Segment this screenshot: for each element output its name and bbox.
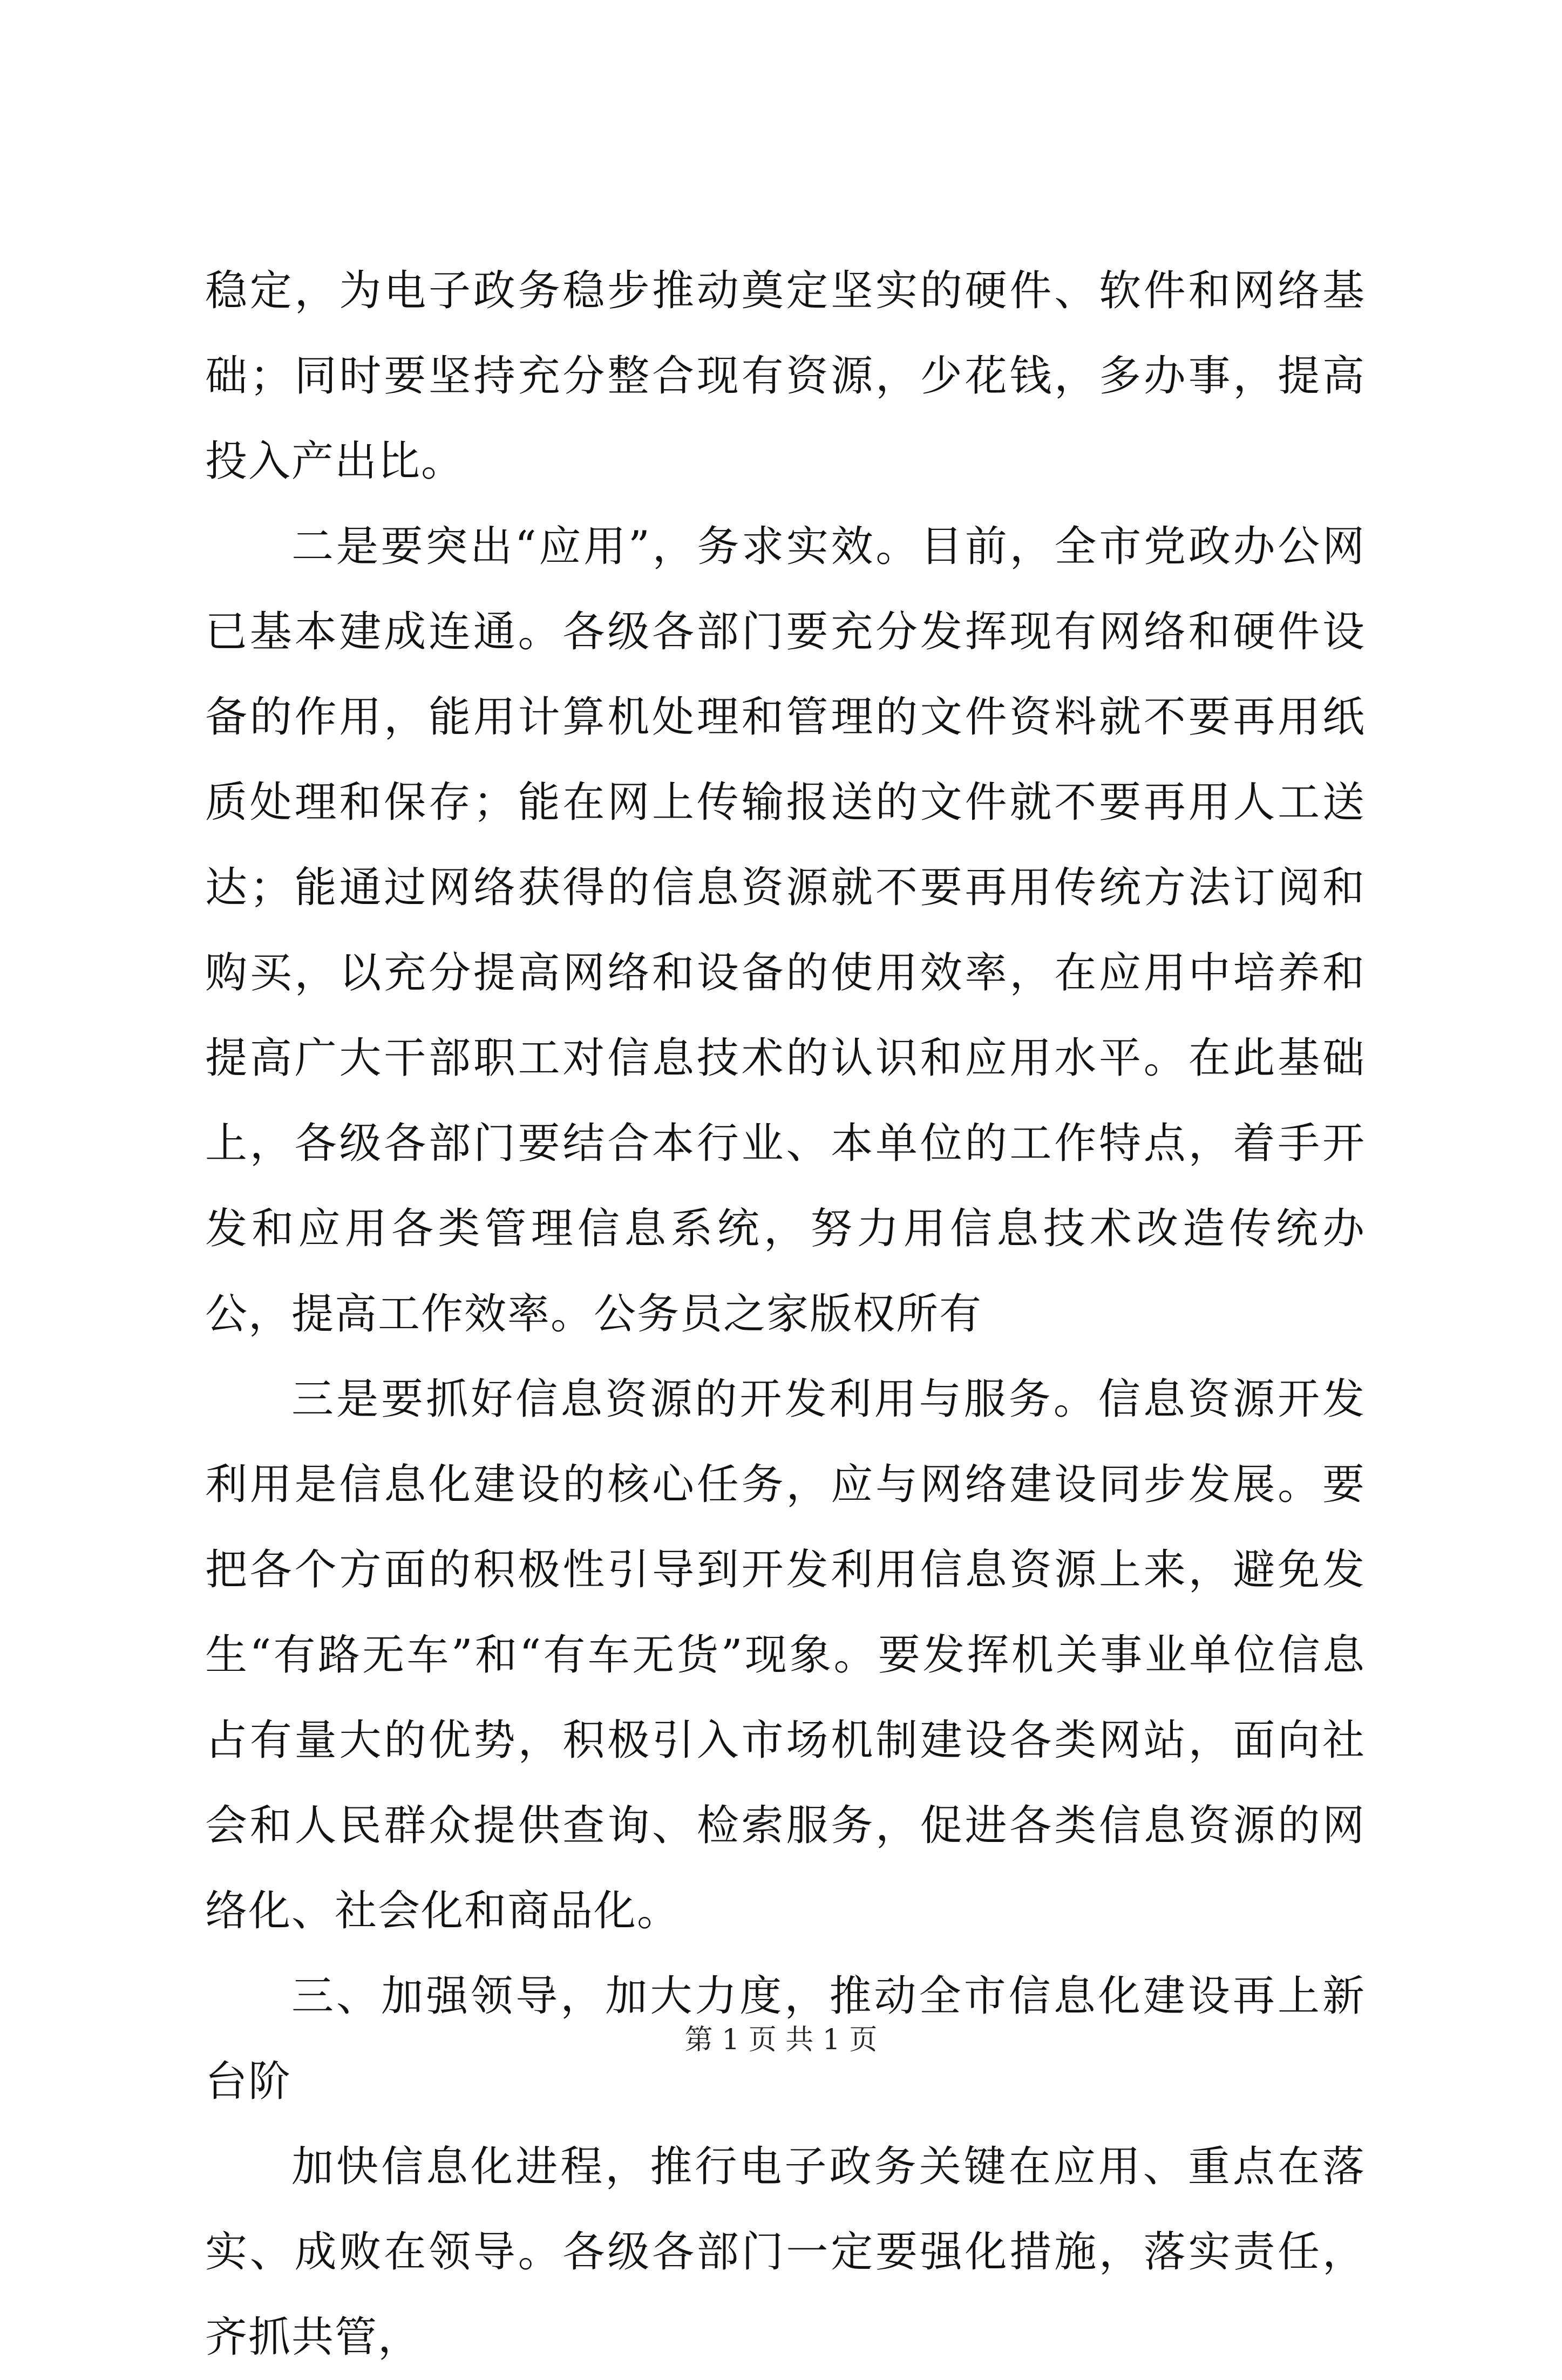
paragraph-4: 加快信息化进程，推行电子政务关键在应用、重点在落实、成败在领导。各级各部门一定要强化措施，落实责任，齐抓共管， — [205, 2143, 1366, 2362]
section-heading: 三、加强领导，加大力度，推动全市信息化建设再上新台阶 — [205, 1972, 1366, 2106]
page-number-footer: 第 1 页 共 1 页 — [684, 2024, 878, 2056]
paragraph-3: 三是要抓好信息资源的开发利用与服务。信息资源开发利用是信息化建设的核心任务，应与网络建设同步发展。要把各个方面的积极性引导到开发利用信息资源上来，避免发生“有路无车”和“有车无货”现象。要发挥机关事业单位信息占有量大的优势，积极引入市场机制建设各类网站，面向社会和人民群众提供查询、检索服务，促进各类信息资源的网络化、社会化和商品化。 — [205, 1375, 1366, 1935]
paragraph-2: 二是要突出“应用”，务求实效。目前，全市党政办公网已基本建成连通。各级各部门要充分发挥现有网络和硬件设备的作用，能用计算机处理和管理的文件资料就不要再用纸质处理和保存；能在网上传输报送的文件就不要再用人工送达；能通过网络获得的信息资源就不要再用传统方法订阅和购买，以充分提高网络和设备的使用效率，在应用中培养和提高广大干部职工对信息技术的认识和应用水平。在此基础上，各级各部门要结合本行业、本单位的工作特点，着手开发和应用各类管理信息系统，努力用信息技术改造传统办公，提高工作效率。公务员之家版权所有 — [205, 522, 1366, 1338]
paragraph-1: 稳定，为电子政务稳步推动奠定坚实的硬件、软件和网络基础；同时要坚持充分整合现有资源，少花钱，多办事，提高投入产出比。 — [205, 267, 1366, 486]
document-body — [205, 248, 1366, 2380]
